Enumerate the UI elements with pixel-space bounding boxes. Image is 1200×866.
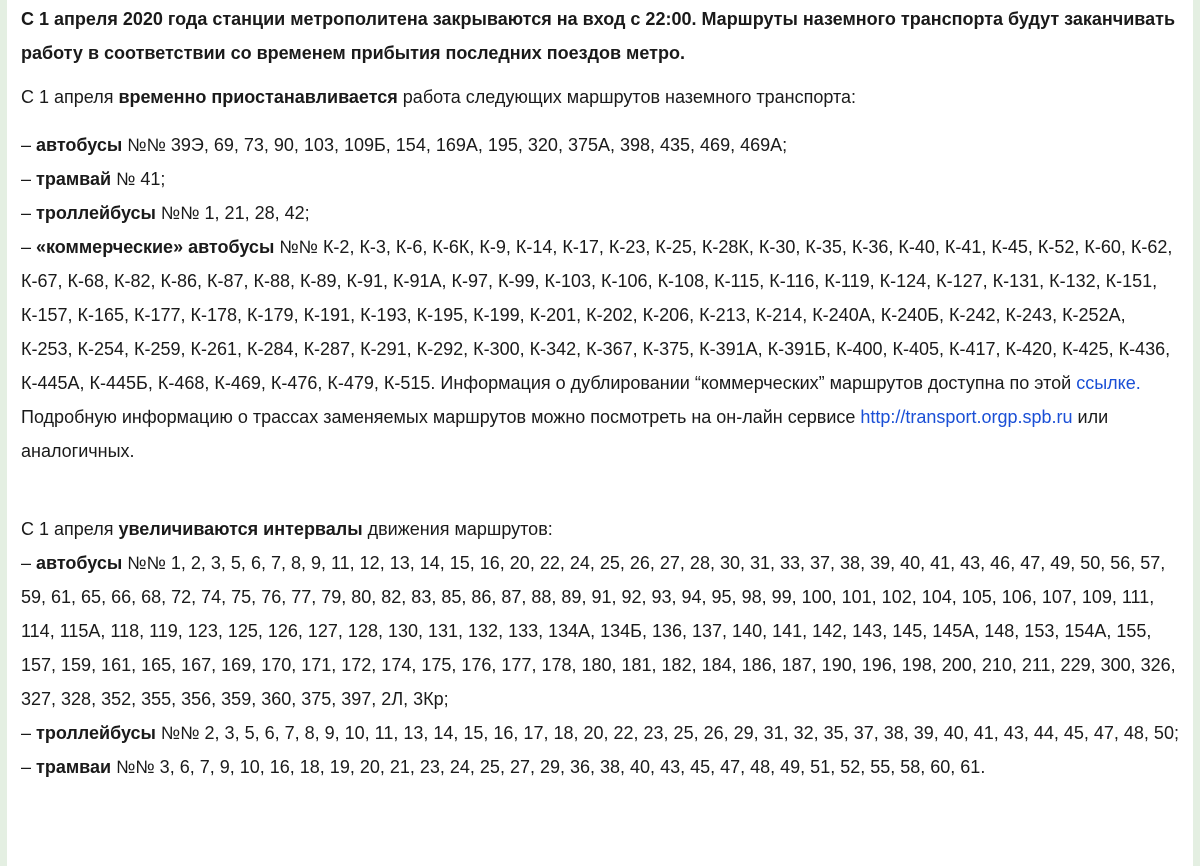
intervals-buses-label: автобусы (36, 553, 123, 573)
list-dash: – (21, 135, 37, 155)
suspended-intro-prefix: С 1 апреля (21, 87, 119, 107)
suspended-trolleys-item (21, 196, 1181, 230)
suspended-tram-list: № 41; (111, 169, 166, 189)
suspended-commercial-label: «коммерческие» автобусы (36, 237, 275, 257)
suspended-intro-suffix: работа следующих маршрутов наземного транспорта: (397, 87, 856, 107)
list-dash: – (21, 553, 37, 573)
more-info-text: Подробную информацию о трассах заменяемых маршрутов можно посмотреть на он-лайн сервисе (21, 407, 861, 427)
intervals-buses-list: №№ 1, 2, 3, 5, 6, 7, 8, 9, 11, 12, 13, 14, 15, 16, 20, 22, 24, 25, 26, 27, 28, 30, 31, 33, 37, 38, 39, 40, 41, 43, 46, 47, 49, 50, 56, 57, 59, 61, 65, 66, 68, 72, 74, 75, 76, 77, 79, 80, 82, 83, 85, 86, 87, 88, 89, 91, 92, 93, 94, 95, 98, 99, 100, 101, 102, 104, 105, 106, 107, 109, 111, 114, 115А, 118, 119, 123, 125, 126, 127, 128, 130, 131, 132, 133, 134А, 134Б, 136, 137, 140, 141, 142, 143, 145, 145А, 148, 153, 154А, 155, 157, 159, 161, 165, 167, 169, 170, 171, 172, 174, 175, 176, 177, 178, 180, 181, 182, 184, 186, 187, 190, 196, 198, 200, 210, 211, 229, 300, 326, 327, 328, 352, 355, 356, 359, 360, 375, 397, 2Л, 3Кр; (21, 553, 1176, 709)
suspended-intro (21, 80, 1181, 114)
metro-closing-announcement: С 1 апреля 2020 года станции метрополитена закрываются на вход с 22:00. Маршруты наземного транспорта будут заканчивать работу в соответствии со временем прибытия последних поездов метро. (21, 9, 1176, 63)
more-info-end: или аналогичных. (21, 407, 1109, 461)
intervals-buses-item (21, 546, 1181, 716)
transport-service-link[interactable]: http://transport.orgp.spb.ru (860, 407, 1073, 427)
intervals-trolleys-label: троллейбусы (36, 723, 156, 743)
intervals-trolleys-list: №№ 2, 3, 5, 6, 7, 8, 9, 10, 11, 13, 14, 15, 16, 17, 18, 20, 22, 23, 25, 26, 29, 31, 32, 35, 37, 38, 39, 40, 41, 43, 44, 45, 47, 48, 50; (155, 723, 1179, 743)
suspended-tram-label: трамвай (36, 169, 112, 189)
list-dash: – (21, 237, 37, 257)
intervals-trams-item (21, 750, 1181, 784)
suspended-buses-label: автобусы (36, 135, 123, 155)
intervals-intro (21, 512, 1181, 546)
suspended-trolleys-label: троллейбусы (36, 203, 156, 223)
intervals-intro-prefix: С 1 апреля (21, 519, 119, 539)
suspended-buses-item (21, 128, 1181, 162)
suspended-commercial-list: №№ К-2, К-3, К-6, К-6К, К-9, К-14, К-17, К-23, К-25, К-28К, К-30, К-35, К-36, К-40, К-41, К-45, К-52, К-60, К-62, К-67, К-68, К-82, К-86, К-87, К-88, К-89, К-91, К-91А, К-97, К-99, К-103, К-106, К-108, К-115, К-116, К-119, К-124, К-127, К-131, К-132, К-151, К-157, К-165, К-177, К-178, К-179, К-191, К-193, К-195, К-199, К-201, К-202, К-206, К-213, К-214, К-240А, К-240Б, К-242, К-243, К-252А, К-253, К-254, К-259, К-261, К-284, К-287, К-291, К-292, К-300, К-342, К-367, К-375, К-391А, К-391Б, К-400, К-405, К-417, К-420, К-425, К-436, К-445А, К-445Б, К-468, К-469, К-476, К-479, К-515. (21, 237, 1173, 393)
intervals-intro-suffix: движения маршрутов: (362, 519, 553, 539)
suspended-tram-item (21, 162, 1181, 196)
intervals-intro-bold: увеличиваются интервалы (118, 519, 363, 539)
suspended-buses-list: №№ 39Э, 69, 73, 90, 103, 109Б, 154, 169А, 195, 320, 375А, 398, 435, 469, 469А; (122, 135, 788, 155)
duplication-info-text: Информация о дублировании “коммерческих” маршрутов доступна по этой (435, 373, 1077, 393)
suspended-commercial-item (21, 230, 1181, 468)
intervals-trolleys-item (21, 716, 1181, 750)
list-dash: – (21, 723, 37, 743)
list-dash: – (21, 757, 37, 777)
list-dash: – (21, 169, 37, 189)
intervals-trams-label: трамваи (36, 757, 112, 777)
list-dash: – (21, 203, 37, 223)
suspended-intro-bold: временно приостанавливается (118, 87, 398, 107)
suspended-trolleys-list: №№ 1, 21, 28, 42; (155, 203, 310, 223)
duplication-info-link[interactable]: ссылке. (1076, 373, 1141, 393)
intervals-trams-list: №№ 3, 6, 7, 9, 10, 16, 18, 19, 20, 21, 23, 24, 25, 27, 29, 36, 38, 40, 43, 45, 47, 48, 49, 51, 52, 55, 58, 60, 61. (111, 757, 986, 777)
